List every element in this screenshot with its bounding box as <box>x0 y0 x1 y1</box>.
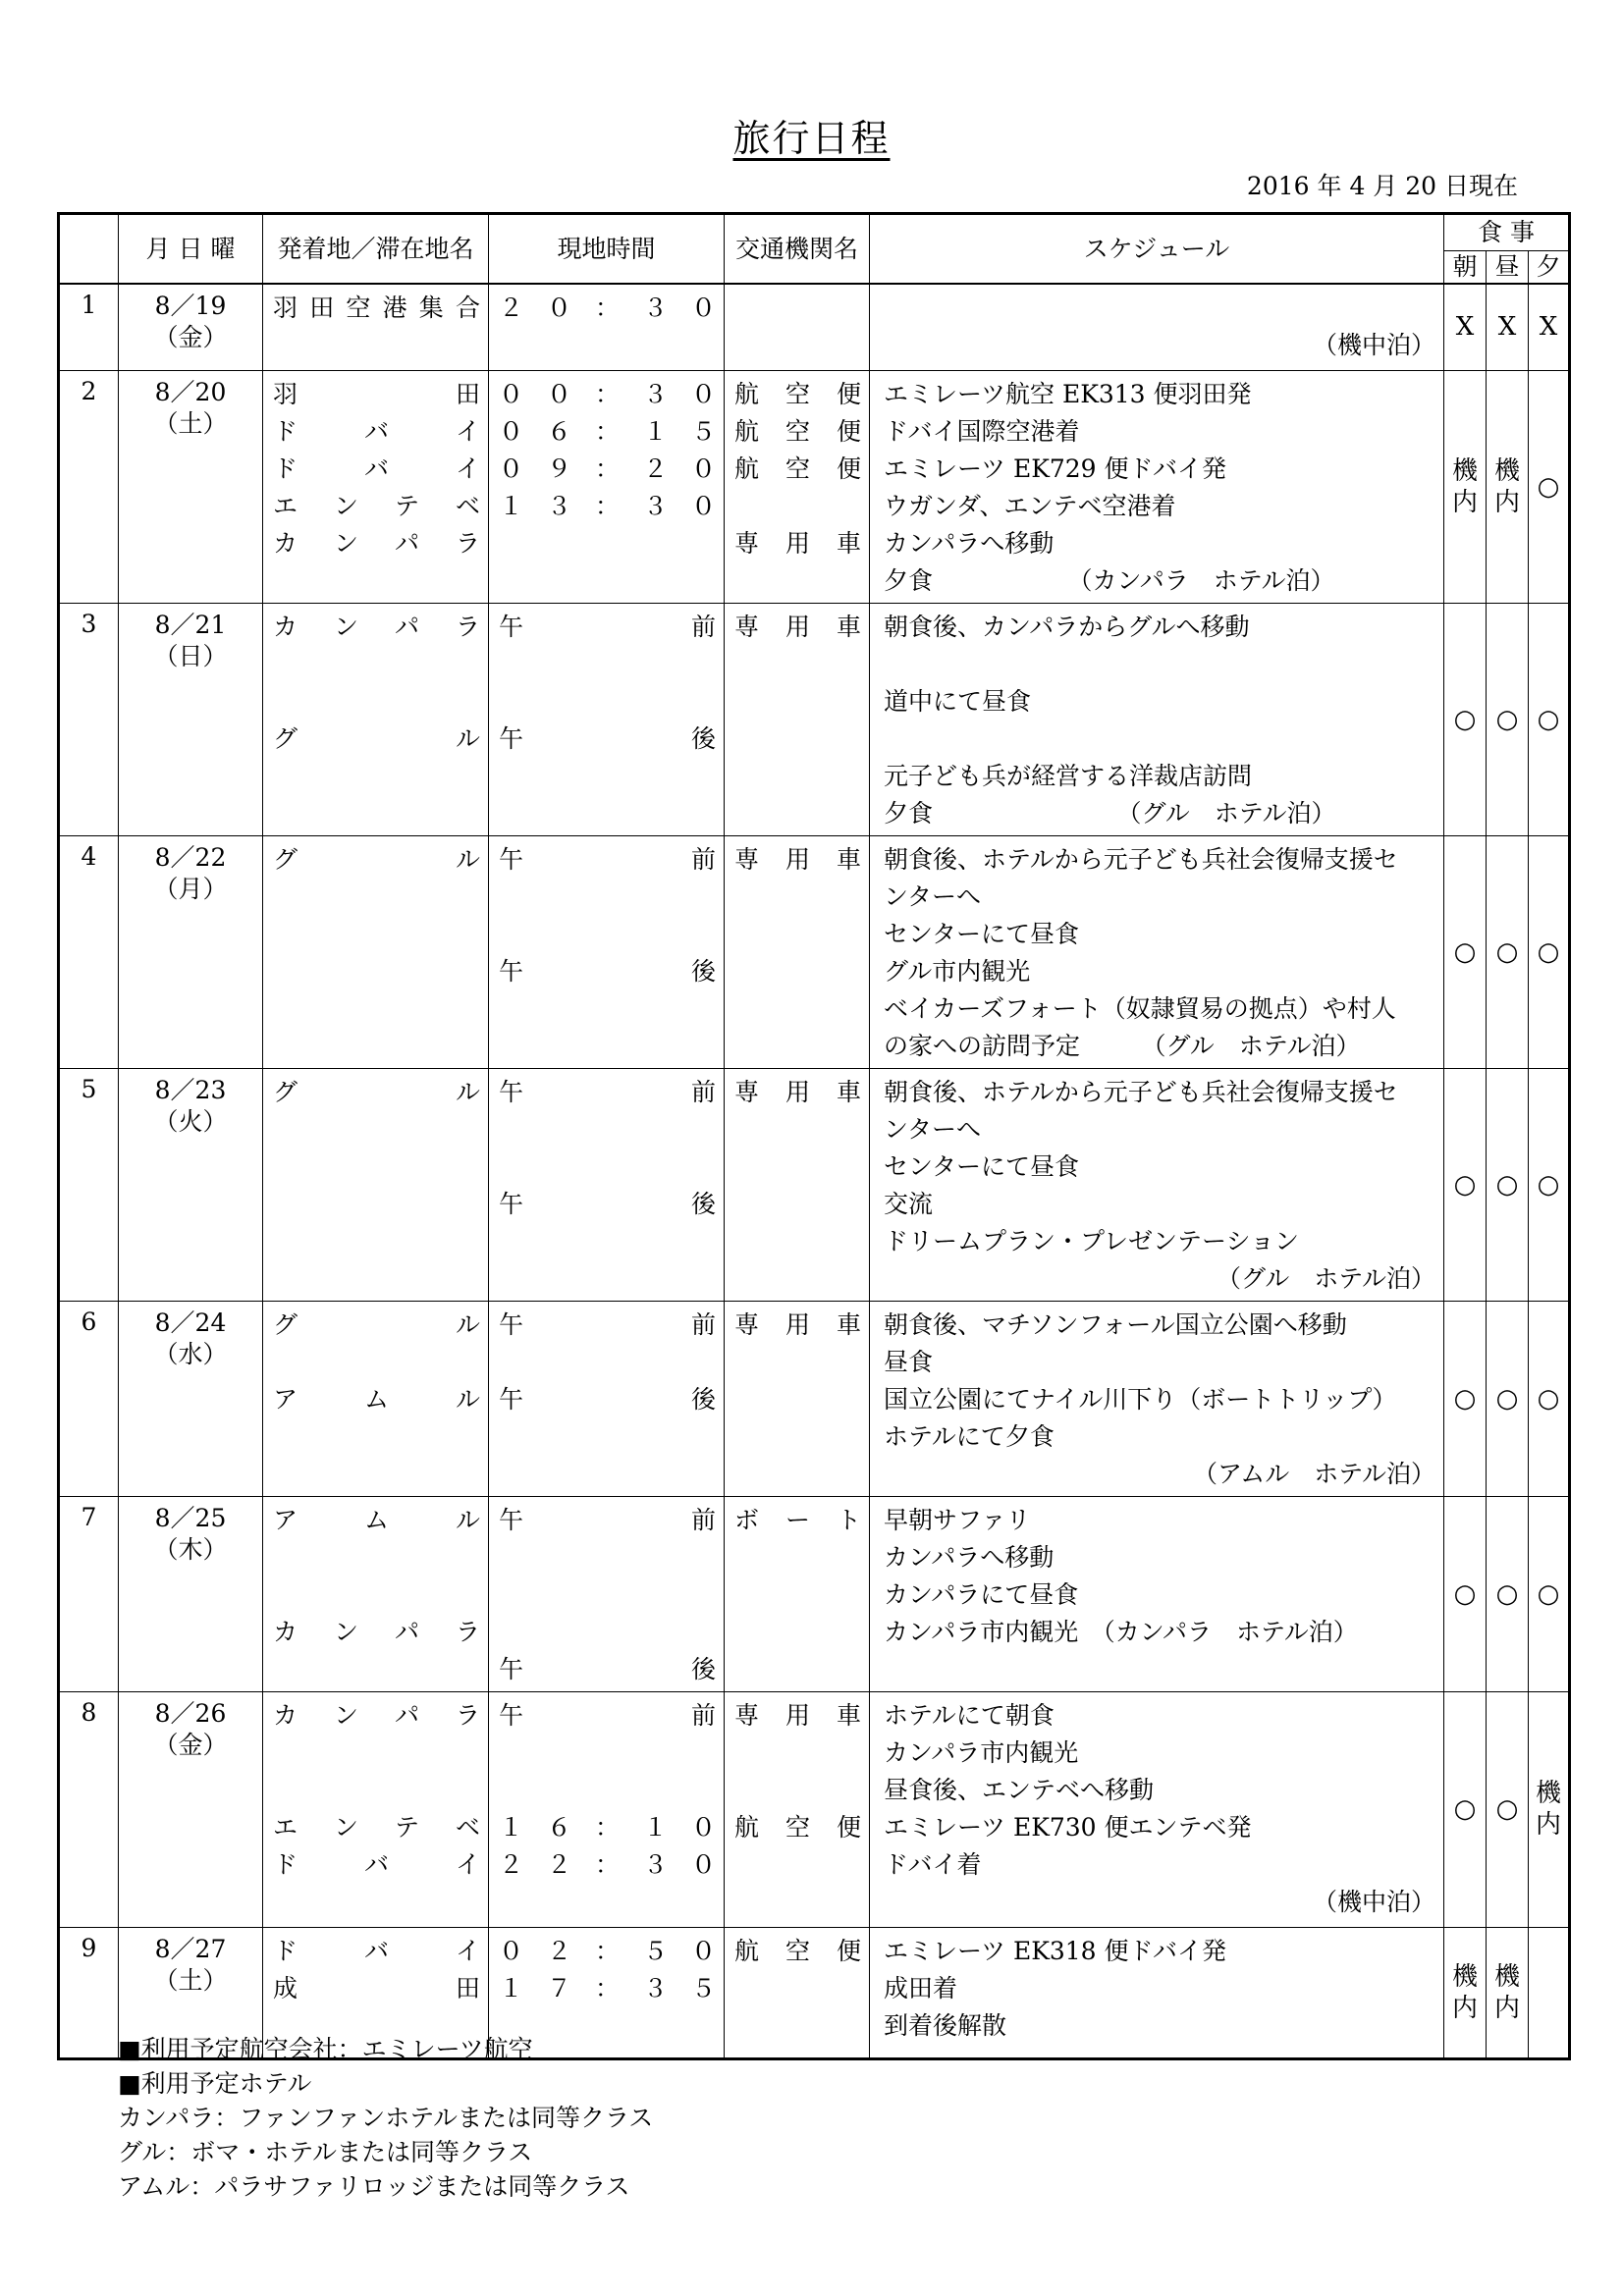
place-line: ア ム ル <box>273 1505 480 1534</box>
transport-line <box>734 1735 861 1772</box>
place-cell <box>263 1068 489 1301</box>
schedule-line: ンターへ <box>884 1114 982 1144</box>
schedule-line: 道中にて昼食 <box>884 686 1032 716</box>
meal-dinner: ○ <box>1529 603 1570 835</box>
place-cell <box>263 1691 489 1927</box>
schedule-line: ウガンダ、エンテベ空港着 <box>884 491 1176 520</box>
meal-dinner: ○ <box>1529 1496 1570 1691</box>
meal-breakfast: ○ <box>1444 603 1487 835</box>
meal-dinner: X <box>1529 284 1570 370</box>
meal-lunch: ○ <box>1487 603 1529 835</box>
table-row <box>59 1068 1570 1301</box>
table-row <box>59 1301 1570 1496</box>
schedule-line: 国立公園にてナイル川下り（ボートトリップ） <box>884 1384 1397 1414</box>
place-line: カ ン パ ラ <box>273 528 480 558</box>
schedule-line: （グル ホテル泊） <box>1216 1263 1435 1293</box>
time-line <box>499 1772 716 1809</box>
transport-line: 専 用 車 <box>734 528 861 558</box>
date-text: 8／23 <box>154 1075 227 1104</box>
schedule-line: 朝食後、ホテルから元子ども兵社会復帰支援セ <box>884 1077 1398 1106</box>
transport-line: 航 空 便 <box>734 416 861 446</box>
time-cell <box>489 1496 725 1691</box>
transport-line: 航 空 便 <box>734 454 861 483</box>
time-line: 午 前 <box>499 1309 716 1339</box>
place-line <box>273 646 480 683</box>
time-line <box>499 646 716 683</box>
schedule-line: 成田着 <box>884 1973 958 2002</box>
meal-breakfast: ○ <box>1444 1301 1487 1496</box>
meal-lunch: ○ <box>1487 1496 1529 1691</box>
day-number: 3 <box>59 603 119 835</box>
header-time: 現地時間 <box>489 214 725 285</box>
time-cell <box>489 1068 725 1301</box>
time-line <box>499 683 716 721</box>
table-row <box>59 603 1570 835</box>
place-line <box>273 1772 480 1809</box>
day-date <box>119 1691 263 1927</box>
schedule-line: カンパラ市内観光 <box>884 1737 1079 1767</box>
day-number: 2 <box>59 370 119 603</box>
schedule-line: 朝食後、マチソンフォール国立公園へ移動 <box>884 1309 1347 1339</box>
schedule-line <box>884 721 1435 758</box>
schedule-line: 到着後解散 <box>884 2010 1007 2040</box>
header-date: 月 日 曜 <box>119 214 263 285</box>
meal-dinner: 機 内 <box>1529 1691 1570 1927</box>
schedule-line: 夕食 （カンパラ ホテル泊） <box>884 565 1335 595</box>
weekday-text: （日） <box>153 641 228 670</box>
meal-lunch: 機 内 <box>1487 370 1529 603</box>
schedule-line: エミレーツ EK729 便ドバイ発 <box>884 454 1227 483</box>
time-line: 午 前 <box>499 612 716 641</box>
time-line: ０ ６ ： １ ５ <box>499 416 716 446</box>
place-line: ア ム ル <box>273 1384 480 1414</box>
schedule-cell <box>870 1691 1444 1927</box>
time-line <box>499 1576 716 1614</box>
transport-cell <box>725 1691 870 1927</box>
place-line: グ ル <box>273 1077 480 1106</box>
schedule-line: 元子ども兵が経営する洋裁店訪問 <box>884 761 1253 790</box>
schedule-cell <box>870 370 1444 603</box>
transport-cell <box>725 1301 870 1496</box>
schedule-line: ンターへ <box>884 881 982 911</box>
schedule-line: 早朝サファリ <box>884 1505 1031 1534</box>
meal-breakfast: ○ <box>1444 1496 1487 1691</box>
table-row <box>59 284 1570 370</box>
time-line: １ ７ ： ３ ５ <box>499 1973 716 2002</box>
meal-breakfast: 機 内 <box>1444 1927 1487 2058</box>
date-text: 8／19 <box>154 292 227 320</box>
date-text: 8／21 <box>154 610 227 639</box>
time-line <box>499 1344 716 1381</box>
transport-cell <box>725 835 870 1068</box>
place-cell <box>263 603 489 835</box>
table-row <box>59 835 1570 1068</box>
table-row <box>59 370 1570 603</box>
time-cell <box>489 1691 725 1927</box>
place-cell <box>263 370 489 603</box>
place-line: エ ン テ ベ <box>273 1812 480 1842</box>
weekday-text: （木） <box>153 1534 228 1564</box>
day-number: 4 <box>59 835 119 1068</box>
place-cell <box>263 1301 489 1496</box>
transport-line: ボ ー ト <box>734 1505 861 1534</box>
meal-breakfast: X <box>1444 284 1487 370</box>
place-line <box>273 683 480 721</box>
transport-line: 専 用 車 <box>734 1309 861 1339</box>
schedule-line: ベイカーズフォート（奴隷貿易の拠点）や村人 <box>884 993 1396 1023</box>
meal-breakfast: ○ <box>1444 1068 1487 1301</box>
date-text: 8／27 <box>154 1934 227 1963</box>
transport-line: 専 用 車 <box>734 844 861 874</box>
header-breakfast: 朝 <box>1444 251 1487 285</box>
schedule-line: カンパラ市内観光 （カンパラ ホテル泊） <box>884 1617 1358 1646</box>
note-hotel-heading: ■利用予定ホテル <box>118 2069 312 2098</box>
time-line: ０ ２ ： ５ ０ <box>499 1936 716 1965</box>
place-line: カ ン パ ラ <box>273 1700 480 1730</box>
itinerary-table <box>57 212 1571 2060</box>
place-line <box>273 1344 480 1381</box>
transport-cell <box>725 1068 870 1301</box>
notes-section <box>118 2032 653 2204</box>
place-line: カ ン パ ラ <box>273 1617 480 1646</box>
meal-dinner: ○ <box>1529 835 1570 1068</box>
time-line <box>499 879 716 916</box>
time-line: 午 後 <box>499 1189 716 1218</box>
schedule-cell <box>870 284 1444 370</box>
place-line: 成 田 <box>273 1973 480 2002</box>
schedule-line: エミレーツ EK730 便エンテベ発 <box>884 1812 1252 1842</box>
schedule-line: 昼食後、エンテベへ移動 <box>884 1775 1155 1804</box>
transport-line: 専 用 車 <box>734 612 861 641</box>
place-line: 羽 田 <box>273 379 480 408</box>
place-line: エ ン テ ベ <box>273 491 480 520</box>
schedule-line: センターにて昼食 <box>884 1151 1080 1181</box>
schedule-line: カンパラへ移動 <box>884 528 1055 558</box>
time-line: １ ６ ： １ ０ <box>499 1812 716 1842</box>
schedule-line: ホテルにて夕食 <box>884 1421 1055 1451</box>
header-lunch: 昼 <box>1487 251 1529 285</box>
schedule-line: 夕食 （グル ホテル泊） <box>884 798 1336 828</box>
schedule-line: エミレーツ航空 EK313 便羽田発 <box>884 379 1252 408</box>
meal-dinner: ○ <box>1529 370 1570 603</box>
day-number: 7 <box>59 1496 119 1691</box>
place-line <box>273 1576 480 1614</box>
day-date <box>119 1068 263 1301</box>
schedule-line: （アムル ホテル泊） <box>1192 1459 1435 1488</box>
schedule-line: ドバイ着 <box>884 1849 982 1879</box>
schedule-line <box>884 290 1435 327</box>
schedule-cell <box>870 1496 1444 1691</box>
place-cell <box>263 1496 489 1691</box>
schedule-line: ドリームプラン・プレゼンテーション <box>884 1226 1300 1255</box>
day-number: 1 <box>59 284 119 370</box>
time-line: 午 前 <box>499 1077 716 1106</box>
schedule-line: エミレーツ EK318 便ドバイ発 <box>884 1936 1227 1965</box>
schedule-cell <box>870 1927 1444 2058</box>
schedule-line: （機中泊） <box>1312 331 1435 359</box>
header-meals: 食 事 <box>1444 214 1570 251</box>
schedule-cell <box>870 603 1444 835</box>
transport-cell <box>725 603 870 835</box>
meal-breakfast: ○ <box>1444 835 1487 1068</box>
note-hotel-kampala: カンパラ：ファンファンホテルまたは同等クラス <box>118 2104 654 2132</box>
document-title: 旅行日程 <box>732 117 891 160</box>
transport-line <box>734 1772 861 1809</box>
table-row <box>59 1496 1570 1691</box>
schedule-line: グル市内観光 <box>884 956 1031 986</box>
weekday-text: （月） <box>153 874 228 903</box>
weekday-text: （土） <box>153 1965 228 1995</box>
place-line: グ ル <box>273 1309 480 1339</box>
time-line <box>499 1111 716 1148</box>
schedule-line: 昼食 <box>884 1347 934 1376</box>
time-line <box>499 1614 716 1651</box>
schedule-line: 朝食後、ホテルから元子ども兵社会復帰支援セ <box>884 844 1398 874</box>
weekday-text: （水） <box>153 1339 228 1368</box>
schedule-line: ドバイ国際空港着 <box>884 416 1080 446</box>
weekday-text: （土） <box>153 408 228 438</box>
meal-breakfast: ○ <box>1444 1691 1487 1927</box>
place-line: 羽 田 空 港 集 合 <box>273 294 480 322</box>
date-text: 8／24 <box>154 1308 227 1337</box>
note-airline: ■利用予定航空会社：エミレーツ航空 <box>118 2035 533 2063</box>
day-date <box>119 603 263 835</box>
place-line <box>273 1539 480 1576</box>
place-line: ド バ イ <box>273 1849 480 1879</box>
schedule-line: カンパラにて昼食 <box>884 1579 1079 1609</box>
date-text: 8／20 <box>154 377 227 406</box>
transport-cell <box>725 1496 870 1691</box>
weekday-text: （金） <box>153 323 228 351</box>
meal-dinner: ○ <box>1529 1301 1570 1496</box>
note-hotel-amuru: アムル：パラサファリロッジまたは同等クラス <box>118 2172 630 2201</box>
meal-lunch: X <box>1487 284 1529 370</box>
time-line: 午 後 <box>499 723 716 753</box>
date-text: 8／26 <box>154 1698 227 1728</box>
meal-lunch: ○ <box>1487 1301 1529 1496</box>
schedule-cell <box>870 835 1444 1068</box>
date-text: 8／22 <box>154 842 227 872</box>
schedule-line: センターにて昼食 <box>884 919 1080 948</box>
day-date <box>119 835 263 1068</box>
day-number: 5 <box>59 1068 119 1301</box>
day-date <box>119 1301 263 1496</box>
time-cell <box>489 284 725 370</box>
place-line <box>273 1735 480 1772</box>
time-line: 午 後 <box>499 956 716 986</box>
day-number: 6 <box>59 1301 119 1496</box>
place-line: ド バ イ <box>273 416 480 446</box>
time-line <box>499 1539 716 1576</box>
time-line: 午 前 <box>499 844 716 874</box>
time-cell <box>489 835 725 1068</box>
weekday-text: （金） <box>153 1730 228 1759</box>
schedule-line <box>884 646 1435 683</box>
header-no <box>59 214 119 285</box>
time-line: ２ ２ ： ３ ０ <box>499 1849 716 1879</box>
place-line: グ ル <box>273 723 480 753</box>
transport-line: 専 用 車 <box>734 1700 861 1730</box>
header-place: 発着地／滞在地名 <box>263 214 489 285</box>
day-date <box>119 370 263 603</box>
time-line: ０ ９ ： ２ ０ <box>499 454 716 483</box>
time-line <box>499 916 716 953</box>
transport-line: 航 空 便 <box>734 1936 861 1965</box>
transport-cell <box>725 284 870 370</box>
schedule-line: ホテルにて朝食 <box>884 1700 1055 1730</box>
time-line <box>499 1735 716 1772</box>
note-hotel-gulu: グル：ボマ・ホテルまたは同等クラス <box>118 2138 533 2166</box>
transport-line: 航 空 便 <box>734 379 861 408</box>
day-number: 8 <box>59 1691 119 1927</box>
place-cell <box>263 284 489 370</box>
time-line: １ ３ ： ３ ０ <box>499 491 716 520</box>
schedule-line: の家への訪問予定 （グル ホテル泊） <box>884 1031 1361 1060</box>
transport-cell <box>725 1927 870 2058</box>
table-row <box>59 1691 1570 1927</box>
meal-dinner <box>1529 1927 1570 2058</box>
schedule-cell <box>870 1301 1444 1496</box>
meal-lunch: ○ <box>1487 835 1529 1068</box>
time-cell <box>489 603 725 835</box>
place-cell <box>263 835 489 1068</box>
transport-cell <box>725 370 870 603</box>
time-line: 午 前 <box>499 1505 716 1534</box>
itinerary-body <box>59 284 1570 2058</box>
place-line: ド バ イ <box>273 1936 480 1965</box>
meal-lunch: ○ <box>1487 1691 1529 1927</box>
day-date <box>119 1496 263 1691</box>
meal-dinner: ○ <box>1529 1068 1570 1301</box>
place-line: カ ン パ ラ <box>273 612 480 641</box>
transport-line <box>734 488 861 525</box>
time-line: ０ ０ ： ３ ０ <box>499 379 716 408</box>
header-schedule: スケジュール <box>870 214 1444 285</box>
date-note: 2016 年 4 月 20 日現在 <box>1246 172 1518 200</box>
transport-line: 航 空 便 <box>734 1812 861 1842</box>
time-cell <box>489 370 725 603</box>
meal-lunch: 機 内 <box>1487 1927 1529 2058</box>
place-line: ド バ イ <box>273 454 480 483</box>
place-line: グ ル <box>273 844 480 874</box>
schedule-line: 朝食後、カンパラからグルへ移動 <box>884 612 1250 641</box>
time-line: 午 後 <box>499 1654 716 1683</box>
time-line: ２ ０ ： ３ ０ <box>499 294 716 322</box>
schedule-line: 交流 <box>884 1189 934 1218</box>
meal-lunch: ○ <box>1487 1068 1529 1301</box>
header-dinner: 夕 <box>1529 251 1570 285</box>
date-text: 8／25 <box>154 1503 227 1532</box>
time-cell <box>489 1301 725 1496</box>
time-line: 午 前 <box>499 1700 716 1730</box>
transport-line <box>734 290 861 327</box>
schedule-cell <box>870 1068 1444 1301</box>
schedule-line: カンパラへ移動 <box>884 1542 1055 1572</box>
weekday-text: （火） <box>153 1106 228 1136</box>
transport-line: 専 用 車 <box>734 1077 861 1106</box>
header-transport: 交通機関名 <box>725 214 870 285</box>
day-date <box>119 284 263 370</box>
day-number: 9 <box>59 1927 119 2058</box>
meal-breakfast: 機 内 <box>1444 370 1487 603</box>
time-line <box>499 1148 716 1186</box>
time-line: 午 後 <box>499 1384 716 1414</box>
schedule-line: （機中泊） <box>1312 1887 1435 1916</box>
